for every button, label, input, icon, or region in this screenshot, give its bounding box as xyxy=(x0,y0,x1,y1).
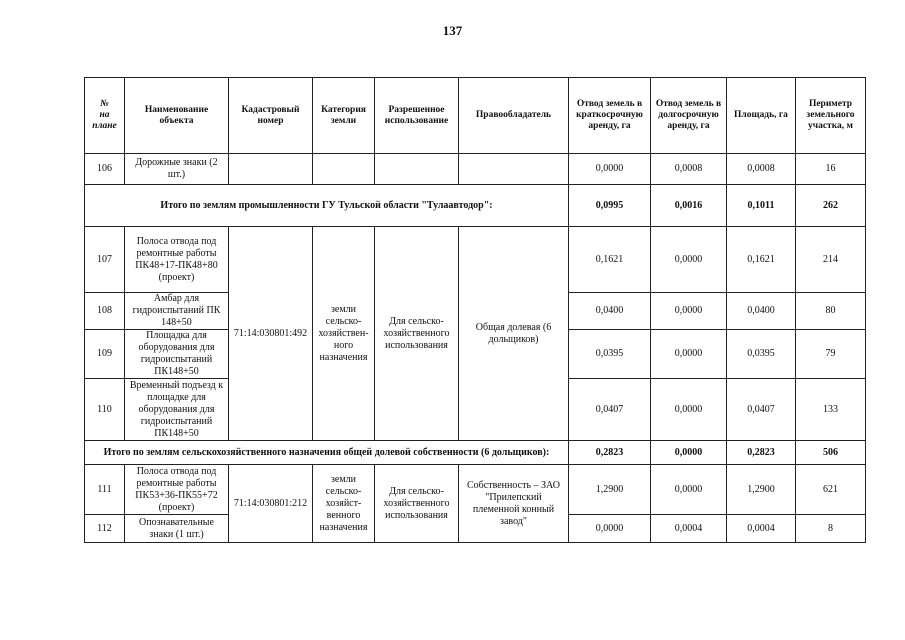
area-value: 0,0004 xyxy=(727,515,796,543)
table-row xyxy=(85,154,866,185)
area-value: 0,0395 xyxy=(727,330,796,379)
perimeter-value: 214 xyxy=(796,227,866,293)
header-num xyxy=(85,78,125,154)
long-term-value: 0,0000 xyxy=(651,227,727,293)
owner: Собственность – ЗАО "Прилепский племенной конный завод" xyxy=(459,465,569,543)
short-term-value: 1,2900 xyxy=(569,465,651,515)
table-row xyxy=(85,227,866,293)
perimeter-value: 8 xyxy=(796,515,866,543)
object-name: Полоса отвода под ремонтные работы ПК48+17-ПК48+80 (проект) xyxy=(125,227,229,293)
area-value: 0,0400 xyxy=(727,293,796,330)
long-term-value: 0,0004 xyxy=(651,515,727,543)
header-short-term-lease: Отвод земель в краткосрочную аренду, га xyxy=(569,78,651,154)
long-term-value: 0,0000 xyxy=(651,379,727,441)
row-num: 111 xyxy=(85,465,125,515)
total-area: 0,1011 xyxy=(727,185,796,227)
object-name: Опознавательные знаки (1 шт.) xyxy=(125,515,229,543)
cadastral-number: 71:14:030801:212 xyxy=(229,465,313,543)
header-num-line2: на xyxy=(99,110,110,120)
category-cell xyxy=(313,154,375,185)
header-owner: Правообладатель xyxy=(459,78,569,154)
short-term-value: 0,0400 xyxy=(569,293,651,330)
total-short-term: 0,0995 xyxy=(569,185,651,227)
total-long-term: 0,0000 xyxy=(651,441,727,465)
header-perimeter: Периметр земельного участка, м xyxy=(796,78,866,154)
header-num-line3: плане xyxy=(92,121,117,131)
object-name: Полоса отвода под ремонтные работы ПК53+36-ПК55+72 (проект) xyxy=(125,465,229,515)
permitted-use: Для сельско-хозяйственного использования xyxy=(375,465,459,543)
row-num: 107 xyxy=(85,227,125,293)
row-num: 106 xyxy=(85,154,125,185)
owner: Общая долевая (6 дольщиков) xyxy=(459,227,569,441)
row-num: 110 xyxy=(85,379,125,441)
object-name: Амбар для гидроиспытаний ПК 148+50 xyxy=(125,293,229,330)
total-long-term: 0,0016 xyxy=(651,185,727,227)
total-area: 0,2823 xyxy=(727,441,796,465)
perimeter-value: 80 xyxy=(796,293,866,330)
short-term-value: 0,0407 xyxy=(569,379,651,441)
table-row xyxy=(85,465,866,515)
area-value: 1,2900 xyxy=(727,465,796,515)
total-label: Итого по землям промышленности ГУ Тульской области "Тулаавтодор": xyxy=(85,185,569,227)
total-label: Итого по землям сельскохозяйственного назначения общей долевой собственности (6 дольщиков): xyxy=(85,441,569,465)
header-name: Наименование объекта xyxy=(125,78,229,154)
land-category: земли сельско-хозяйствен-ного назначения xyxy=(313,227,375,441)
land-category: земли сельско-хозяйст-венного назначения xyxy=(313,465,375,543)
cadastral-cell xyxy=(229,154,313,185)
permitted-use: Для сельско-хозяйственного использования xyxy=(375,227,459,441)
total-row xyxy=(85,441,866,465)
short-term-value: 0,0000 xyxy=(569,515,651,543)
owner-cell xyxy=(459,154,569,185)
perimeter-value: 79 xyxy=(796,330,866,379)
perimeter-value: 133 xyxy=(796,379,866,441)
row-num: 112 xyxy=(85,515,125,543)
total-row xyxy=(85,185,866,227)
land-allocation-table xyxy=(84,77,866,543)
area-value: 0,0008 xyxy=(727,154,796,185)
header-long-term-lease: Отвод земель в долгосрочную аренду, га xyxy=(651,78,727,154)
object-name: Временный подъезд к площадке для оборудования для гидроиспытаний ПК148+50 xyxy=(125,379,229,441)
object-name: Дорожные знаки (2 шт.) xyxy=(125,154,229,185)
cadastral-number: 71:14:030801:492 xyxy=(229,227,313,441)
row-num: 108 xyxy=(85,293,125,330)
short-term-value: 0,0000 xyxy=(569,154,651,185)
long-term-value: 0,0000 xyxy=(651,330,727,379)
total-perimeter: 506 xyxy=(796,441,866,465)
page-number: 137 xyxy=(442,23,463,38)
row-num: 109 xyxy=(85,330,125,379)
header-permitted-use: Разрешенное использование xyxy=(375,78,459,154)
total-perimeter: 262 xyxy=(796,185,866,227)
short-term-value: 0,0395 xyxy=(569,330,651,379)
header-category: Категория земли xyxy=(313,78,375,154)
long-term-value: 0,0000 xyxy=(651,293,727,330)
header-area: Площадь, га xyxy=(727,78,796,154)
perimeter-value: 16 xyxy=(796,154,866,185)
area-value: 0,1621 xyxy=(727,227,796,293)
header-num-line1: № xyxy=(100,99,109,109)
header-cadastral: Кадастровый номер xyxy=(229,78,313,154)
object-name: Площадка для оборудования для гидроиспытаний ПК148+50 xyxy=(125,330,229,379)
long-term-value: 0,0000 xyxy=(651,465,727,515)
header-row xyxy=(85,78,866,154)
total-short-term: 0,2823 xyxy=(569,441,651,465)
perimeter-value: 621 xyxy=(796,465,866,515)
short-term-value: 0,1621 xyxy=(569,227,651,293)
permitted-cell xyxy=(375,154,459,185)
area-value: 0,0407 xyxy=(727,379,796,441)
long-term-value: 0,0008 xyxy=(651,154,727,185)
